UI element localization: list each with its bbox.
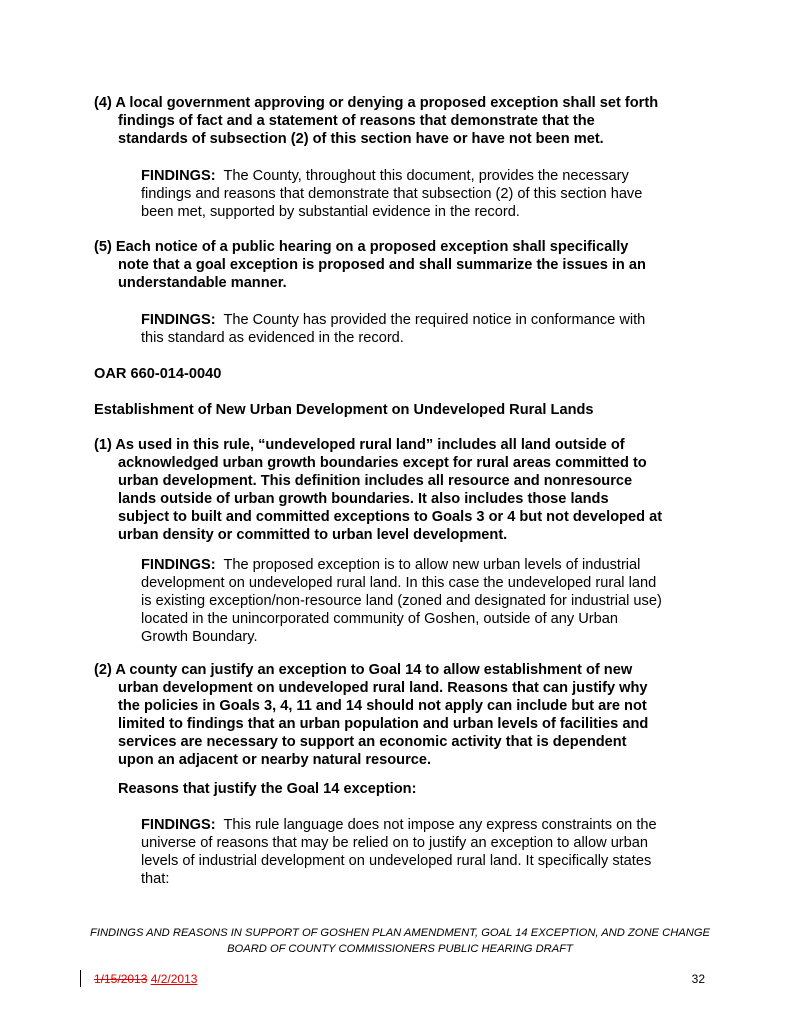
text-line: (5) Each notice of a public hearing on a proposed exception shall specifically [94,239,629,255]
text-line: The proposed exception is to allow new urban levels of industrial [215,557,641,573]
subsection-4 [94,94,658,148]
text-line: subject to built and committed exceptions to Goals 3 or 4 but not developed at [118,509,663,525]
inserted-date: 4/2/2013 [150,972,198,986]
text-line: (1) As used in this rule, “undeveloped rural land” includes all land outside of [94,437,625,453]
footer-title: FINDINGS AND REASONS IN SUPPORT OF GOSHEN PLAN AMENDMENT, GOAL 14 EXCEPTION, AND ZONE CHANGE [90,927,710,939]
text-line: standards of subsection (2) of this section have or have not been met. [118,131,604,147]
subsection-5 [94,238,646,292]
text-line: development on undeveloped rural land. In this case the undeveloped rural land [141,575,657,591]
text-line: note that a goal exception is proposed and shall summarize the issues in an [118,257,646,273]
text-line: The County, throughout this document, provides the necessary [215,168,629,184]
text-line: upon an adjacent or nearby natural resource. [118,752,432,768]
text-line: This rule language does not impose any express constraints on the [215,817,657,833]
findings-label: FINDINGS: [141,557,216,573]
text-line: findings of fact and a statement of reasons that demonstrate that the [118,113,595,129]
findings-label: FINDINGS: [141,168,216,184]
text-line: (2) A county can justify an exception to Goal 14 to allow establishment of new [94,662,633,678]
text-line: acknowledged urban growth boundaries except for rural areas committed to [118,455,647,471]
revision-bar [80,970,81,987]
text-line: lands outside of urban growth boundaries. It also includes those lands [118,491,609,507]
text-line: is existing exception/non-resource land (zoned and designated for industrial use) [141,593,662,609]
page-number: 32 [691,972,705,986]
footer-date [94,972,197,986]
text-line: levels of industrial development on undeveloped rural land. It specifically states [141,853,652,869]
text-line: (4) A local government approving or denying a proposed exception shall set forth [94,95,659,111]
text-line: urban density or committed to urban level development. [118,527,508,543]
text-line: Growth Boundary. [141,629,258,645]
text-line: findings and reasons that demonstrate that subsection (2) of this section have [141,186,643,202]
rule-number-heading: OAR 660-014-0040 [94,366,222,382]
text-line: limited to findings that an urban population and urban levels of facilities and [118,716,649,732]
text-line: located in the unincorporated community of Goshen, outside of any Urban [141,611,619,627]
text-line: the policies in Goals 3, 4, 11 and 14 should not apply can include but are not [118,698,647,714]
text-line: this standard as evidenced in the record. [141,330,404,346]
text-line: understandable manner. [118,275,287,291]
findings-label: FINDINGS: [141,312,216,328]
text-line: The County has provided the required notice in conformance with [215,312,646,328]
deleted-date: 1/15/2013 [94,972,148,986]
findings-label: FINDINGS: [141,817,216,833]
findings-1 [141,556,662,646]
text-line: universe of reasons that may be relied on to justify an exception to allow urban [141,835,649,851]
findings-5 [141,311,645,347]
findings-4 [141,167,642,221]
text-line: that: [141,871,170,887]
footer-subtitle: BOARD OF COUNTY COMMISSIONERS PUBLIC HEARING DRAFT [227,943,573,955]
text-line: been met, supported by substantial evidence in the record. [141,204,520,220]
findings-2 [141,816,657,888]
reasons-heading: Reasons that justify the Goal 14 exception: [118,781,417,797]
text-line: urban development. This definition includes all resource and nonresource [118,473,633,489]
rule-title-heading: Establishment of New Urban Development on Undeveloped Rural Lands [94,402,594,418]
text-line: services are necessary to support an economic activity that is dependent [118,734,627,750]
text-line: urban development on undeveloped rural land. Reasons that can justify why [118,680,648,696]
subsection-1 [94,436,662,544]
subsection-2 [94,661,648,769]
